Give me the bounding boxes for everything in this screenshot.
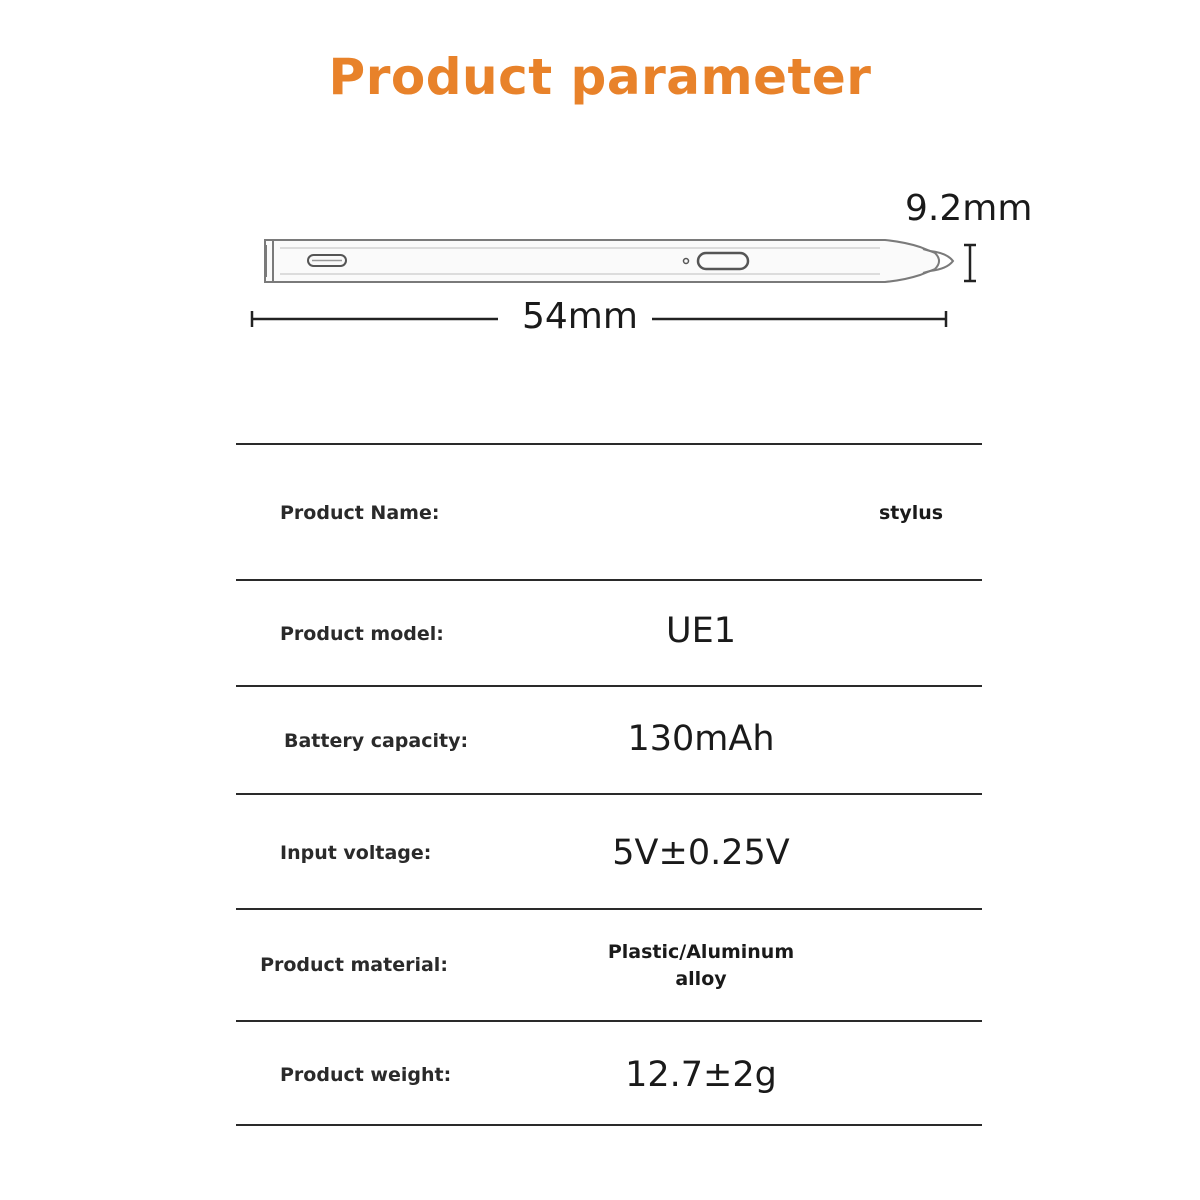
spec-row-battery-capacity xyxy=(236,685,982,793)
page-title: Product parameter xyxy=(328,48,872,106)
spec-label: Battery capacity: xyxy=(284,730,469,752)
spec-value: 12.7±2g xyxy=(625,1055,777,1095)
spec-value: 5V±0.25V xyxy=(612,832,790,873)
spec-value: 130mAh xyxy=(627,719,775,759)
spec-value: UE1 xyxy=(666,611,736,651)
spec-label: Product model: xyxy=(280,623,444,645)
diameter-marker xyxy=(964,245,976,281)
stylus-illustration xyxy=(265,240,953,282)
spec-label: Input voltage: xyxy=(280,841,432,864)
spec-value: stylus xyxy=(878,502,944,524)
spec-row-product-weight xyxy=(236,1020,982,1126)
spec-value: Plastic/Aluminum alloy xyxy=(607,941,795,990)
spec-row-product-material xyxy=(236,908,982,1020)
spec-row-product-model xyxy=(236,579,982,685)
spec-label: Product material: xyxy=(260,954,448,977)
spec-label: Product Name: xyxy=(280,502,440,524)
spec-row-input-voltage xyxy=(236,793,982,908)
length-label: 54mm xyxy=(522,296,638,337)
spec-label: Product weight: xyxy=(280,1064,452,1086)
diameter-label: 9.2mm xyxy=(905,188,1033,229)
spec-table xyxy=(236,443,982,1126)
spec-row-product-name xyxy=(236,443,982,579)
